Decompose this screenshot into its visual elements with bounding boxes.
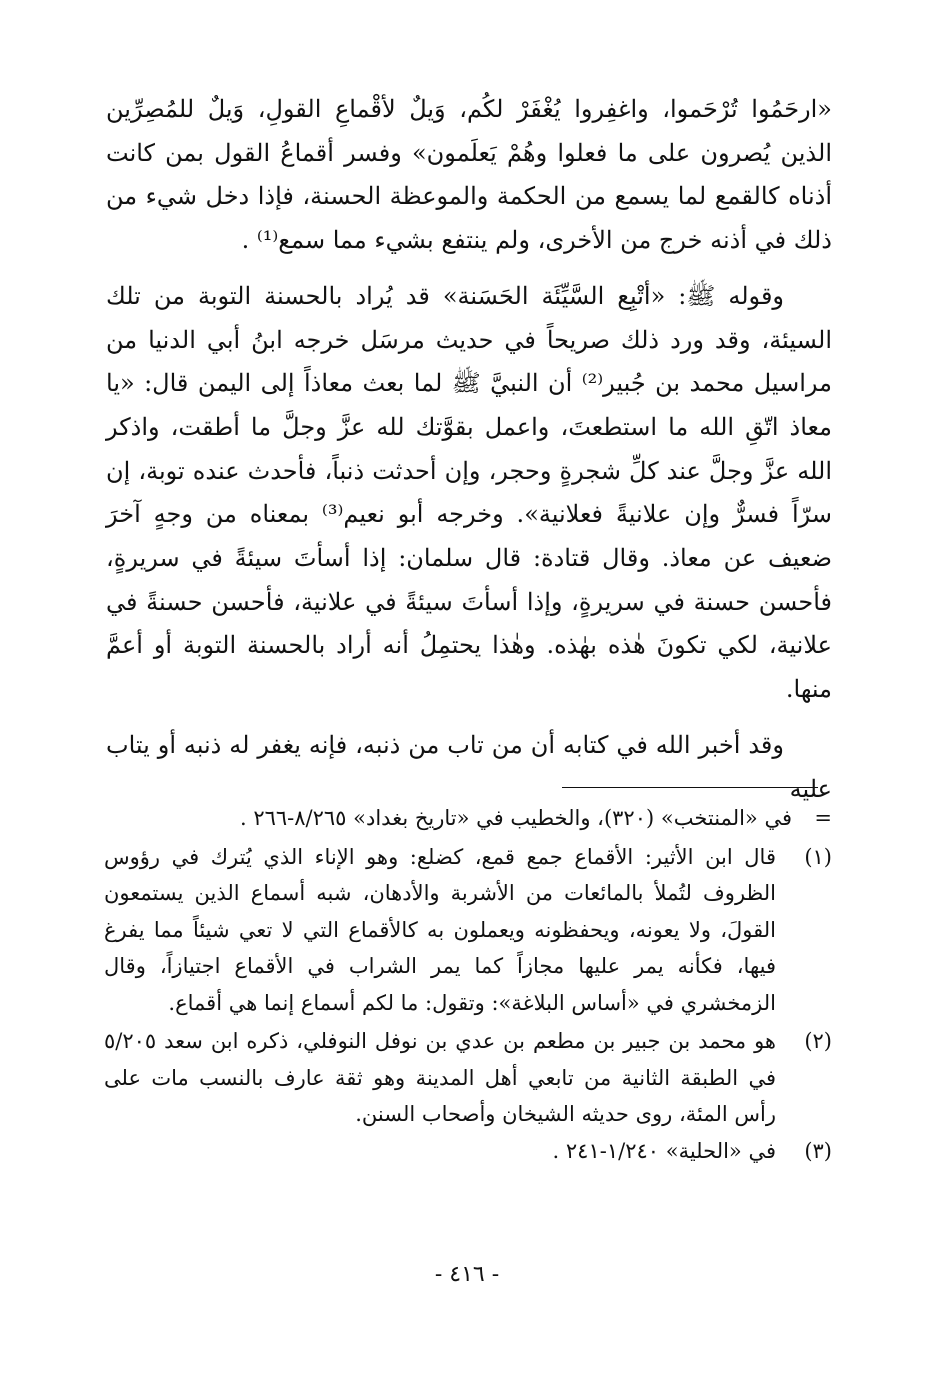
paragraph-1: «ارحَمُوا تُرْحَموا، واغفِروا يُغْفَرْ لكُم، وَيلٌ لأقْماعِ القولِ، وَيلٌ للمُصِرِّين الذين يُصرون على ما فعلوا وهُمْ يَعلَمون» وفسر أقماعُ القول بمن كانت أذناه كالقمع لما يسمع من الحكمة والموعظة الحسنة، فإذا دخل شيء من ذلك في أذنه خرج من الأخرى، ولم ينتفع بشيء مما سمع⁽¹⁾ .: [106, 95, 832, 255]
footnote-1-text: قال ابن الأثير: الأقماع جمع قمع، كضلع: وهو الإناء الذي يُترك في رؤوس الظروف لتُملأ بالمائعات من الأشربة والأدهان، شبه أسماع الذين يستمعون القولَ، ولا يعونه، ويحفظونه ويعملون به كالأقماع التي لا تعي شيئاً مما يفرغ فيها، فكأنه يمر عليها مجازاً كما يمر الشراب في الأقماع اجتيازاً، وقال الزمخشري في «أساس البلاغة»: وتقول: ما لكم أسماع إنما هي أقماع.: [104, 844, 776, 1015]
footnote-continuation-text: في «المنتخب» (٣٢٠)، والخطيب في «تاريخ بغداد» ٨/٢٦٥-٢٦٦ .: [239, 806, 792, 830]
footnote-3-mark: (٣): [804, 1138, 832, 1163]
footnote-3-text: في «الحلية» ١/٢٤٠-٢٤١ .: [552, 1138, 776, 1163]
footnote-separator: [562, 787, 818, 788]
footnote-continuation-mark: =: [814, 806, 832, 830]
paragraph-3: وقد أخبر الله في كتابه أن من تاب من ذنبه، فإنه يغفر له ذنبه أو يتاب عليه: [106, 730, 832, 803]
footnote-2: [104, 1023, 832, 1133]
footnote-2-text: هو محمد بن جبير بن مطعم بن عدي بن نوفل النوفلي، ذكره ابن سعد ٥/٢٠٥ في الطبقة الثانية من تابعي أهل المدينة وهو ثقة عارف بالنسب مات على رأس المئة، روى حديثه الشيخان وأصحاب السنن.: [104, 1029, 776, 1126]
footnote-continuation: [104, 800, 832, 837]
footnotes: [104, 800, 832, 1169]
footnote-3: [104, 1133, 832, 1170]
footnote-1-mark: (١): [804, 844, 832, 869]
paragraph-2: وقوله ﷺ: «أتْبِع السَّيِّئَة الحَسَنة» قد يُراد بالحسنة التوبة من تلك السيئة، وقد ورد ذلك صريحاً في حديث مرسَل خرجه ابنُ أبي الدنيا من مراسيل محمد بن جُبير⁽²⁾ أن النبيَّ ﷺ لما بعث معاذاً إلى اليمن قال: «يا معاذ اتّقِ الله ما استطعتَ، واعمل بقوَّتك لله عزَّ وجلَّ ما أطقت، واذكر الله عزَّ وجلَّ عند كلِّ شجرةٍ وحجر، وإن أحدثت ذنباً، فأحدث عنده توبة، إن سرّاً فسرٌّ وإن علانيةً فعلانية». وخرجه أبو نعيم⁽³⁾ بمعناه من وجهٍ آخرَ ضعيف عن معاذ. وقال قتادة: قال سلمان: إذا أسأتَ سيئةً في سريرةٍ، فأحسن حسنة في سريرةٍ، وإذا أسأتَ سيئةً في علانية، فأحسن حسنةً في علانية، لكي تكونَ هٰذه بهٰذه. وهٰذا يحتمِلُ أنه أراد بالحسنة التوبة أو أعمَّ منها.: [106, 281, 833, 704]
page-number: - ٤١٦ -: [434, 1262, 500, 1287]
main-text: [106, 88, 832, 811]
footnote-2-mark: (٢): [804, 1029, 832, 1053]
footnote-1: [104, 839, 832, 1022]
